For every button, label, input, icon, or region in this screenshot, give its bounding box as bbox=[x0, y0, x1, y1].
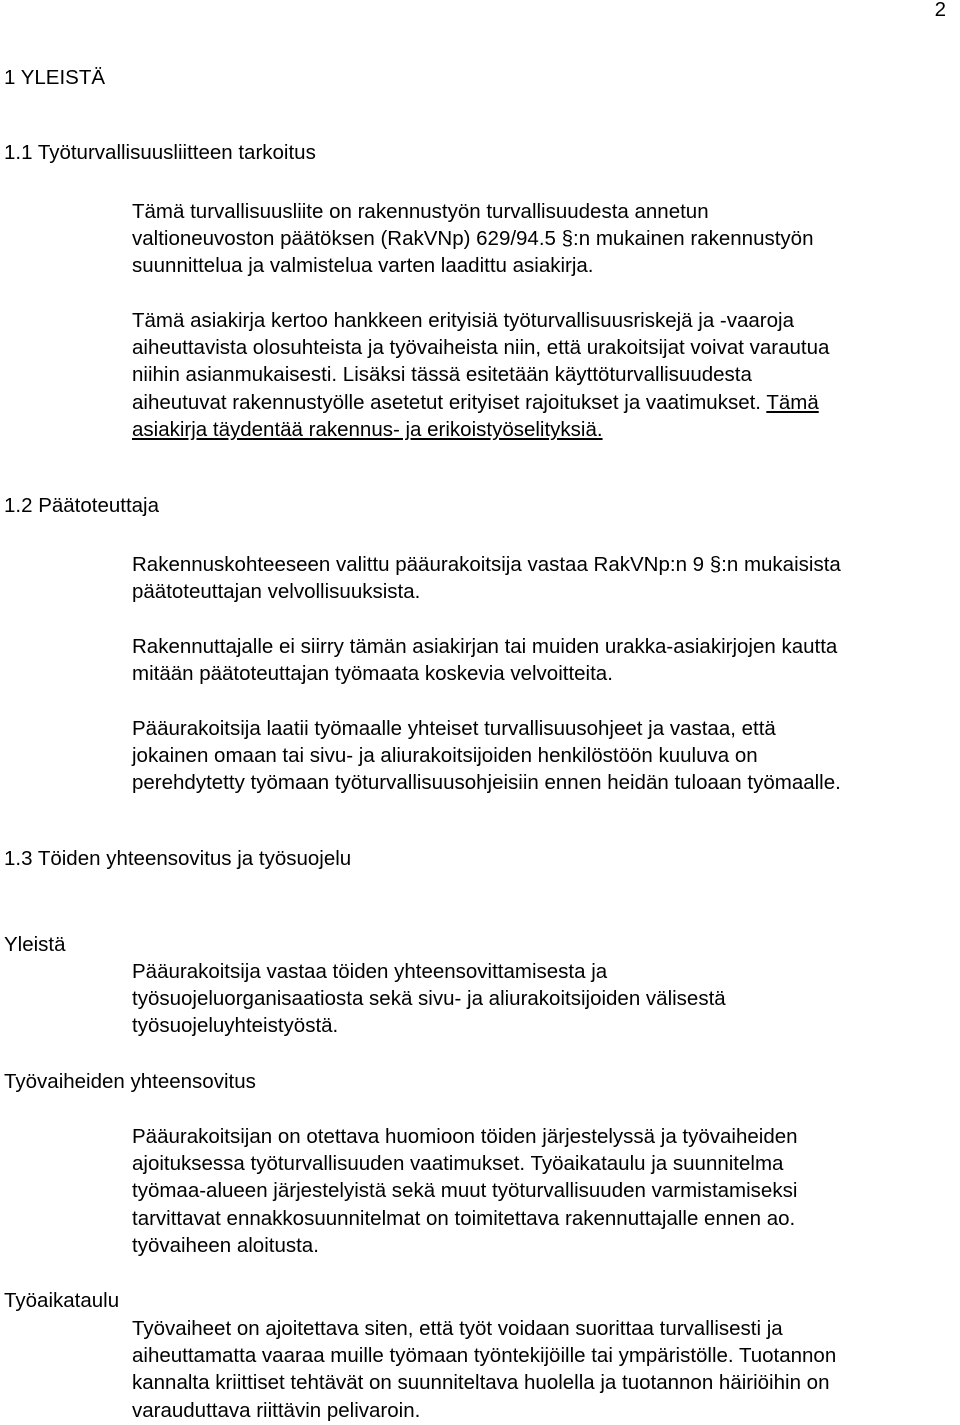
text-line: niihin asianmukaisesti. Lisäksi tässä esitetään käyttöturvallisuudesta bbox=[132, 363, 752, 387]
paragraph-tyovaiheiden-ajoitus bbox=[132, 1123, 798, 1259]
text-line: jokainen omaan tai sivu- ja aliurakoitsijoiden henkilöstöön kuuluva on bbox=[132, 744, 758, 768]
side-label-yleista: Yleistä bbox=[4, 933, 66, 956]
text-line: mitään päätoteuttajan työmaata koskevia velvoitteita. bbox=[132, 662, 613, 686]
text-line: suunnittelua ja valmistelua varten laadittu asiakirja. bbox=[132, 254, 594, 278]
text-segment: aiheutuvat rakennustyölle asetetut erityiset rajoitukset ja vaatimukset. bbox=[132, 390, 767, 414]
page-number: 2 bbox=[934, 0, 946, 21]
heading-paatoteuttaja: 1.2 Päätoteuttaja bbox=[4, 494, 160, 517]
text-line: työvaiheen aloitusta. bbox=[132, 1233, 319, 1257]
paragraph-yhteensovittaminen bbox=[132, 958, 726, 1040]
text-line bbox=[132, 389, 829, 416]
text-line: päätoteuttajan velvollisuuksista. bbox=[132, 580, 421, 604]
side-label-tyovaiheiden-yhteensovitus: Työvaiheiden yhteensovitus bbox=[4, 1070, 256, 1093]
text-line: Tämä asiakirja kertoo hankkeen erityisiä työturvallisuusriskejä ja -vaaroja bbox=[132, 309, 794, 332]
paragraph-riskit bbox=[132, 307, 829, 443]
text-line: kannalta kriittiset tehtävät on suunniteltava huolella ja tuotannon häiriöihin on bbox=[132, 1371, 830, 1395]
text-line: työsuojeluorganisaatiosta sekä sivu- ja aliurakoitsijoiden välisestä bbox=[132, 987, 726, 1011]
heading-toiden-yhteensovitus: 1.3 Töiden yhteensovitus ja työsuojelu bbox=[4, 847, 352, 870]
underlined-text: Tämä bbox=[766, 390, 819, 414]
paragraph-paaurakoitsija-vastaa bbox=[132, 551, 841, 605]
paragraph-tyoaikataulu bbox=[132, 1315, 836, 1424]
text-line: Rakennuskohteeseen valittu pääurakoitsija vastaa RakVNp:n 9 §:n mukaisista bbox=[132, 553, 841, 576]
text-line: Tämä turvallisuusliite on rakennustyön turvallisuudesta annetun bbox=[132, 200, 709, 223]
text-line: valtioneuvoston päätöksen (RakVNp) 629/94.5 §:n mukainen rakennustyön bbox=[132, 227, 814, 251]
text-line: aiheuttavista olosuhteista ja työvaiheista niin, että urakoitsijat voivat varautua bbox=[132, 336, 830, 360]
paragraph-liite-intro bbox=[132, 198, 814, 280]
text-line: työmaa-alueen järjestelyistä sekä muut työturvallisuuden varmistamiseksi bbox=[132, 1179, 798, 1203]
text-line: Pääurakoitsija laatii työmaalle yhteiset turvallisuusohjeet ja vastaa, että bbox=[132, 717, 776, 740]
text-line: ajoituksessa työturvallisuuden vaatimukset. Työaikataulu ja suunnitelma bbox=[132, 1152, 784, 1176]
text-line: Työvaiheet on ajoitettava siten, että työt voidaan suorittaa turvallisesti ja bbox=[132, 1317, 783, 1340]
paragraph-rakennuttaja bbox=[132, 633, 837, 687]
text-line: aiheuttamatta vaaraa muille työmaan työntekijöille tai ympäristölle. Tuotannon bbox=[132, 1344, 837, 1368]
heading-tyoturvallisuusliitteen-tarkoitus: 1.1 Työturvallisuusliitteen tarkoitus bbox=[4, 141, 316, 164]
text-line: Pääurakoitsijan on otettava huomioon töiden järjestelyssä ja työvaiheiden bbox=[132, 1125, 798, 1148]
text-line: Pääurakoitsija vastaa töiden yhteensovittamisesta ja bbox=[132, 960, 608, 983]
side-label-tyoaikataulu: Työaikataulu bbox=[4, 1289, 120, 1312]
text-line: Rakennuttajalle ei siirry tämän asiakirjan tai muiden urakka-asiakirjojen kautta bbox=[132, 635, 838, 658]
paragraph-turvallisuusohjeet bbox=[132, 715, 841, 797]
text-line: työsuojeluyhteistyöstä. bbox=[132, 1014, 339, 1038]
text-line: tarvittavat ennakkosuunnitelmat on toimitettava rakennuttajalle ennen ao. bbox=[132, 1206, 796, 1230]
underlined-text: asiakirja täydentää rakennus- ja erikoistyöselityksiä. bbox=[132, 417, 603, 441]
heading-yleista: 1 YLEISTÄ bbox=[4, 66, 106, 89]
text-line: varauduttava riittävin pelivaroin. bbox=[132, 1398, 421, 1422]
text-line: perehdytetty työmaan työturvallisuusohjeisiin ennen heidän tuloaan työmaalle. bbox=[132, 771, 841, 795]
